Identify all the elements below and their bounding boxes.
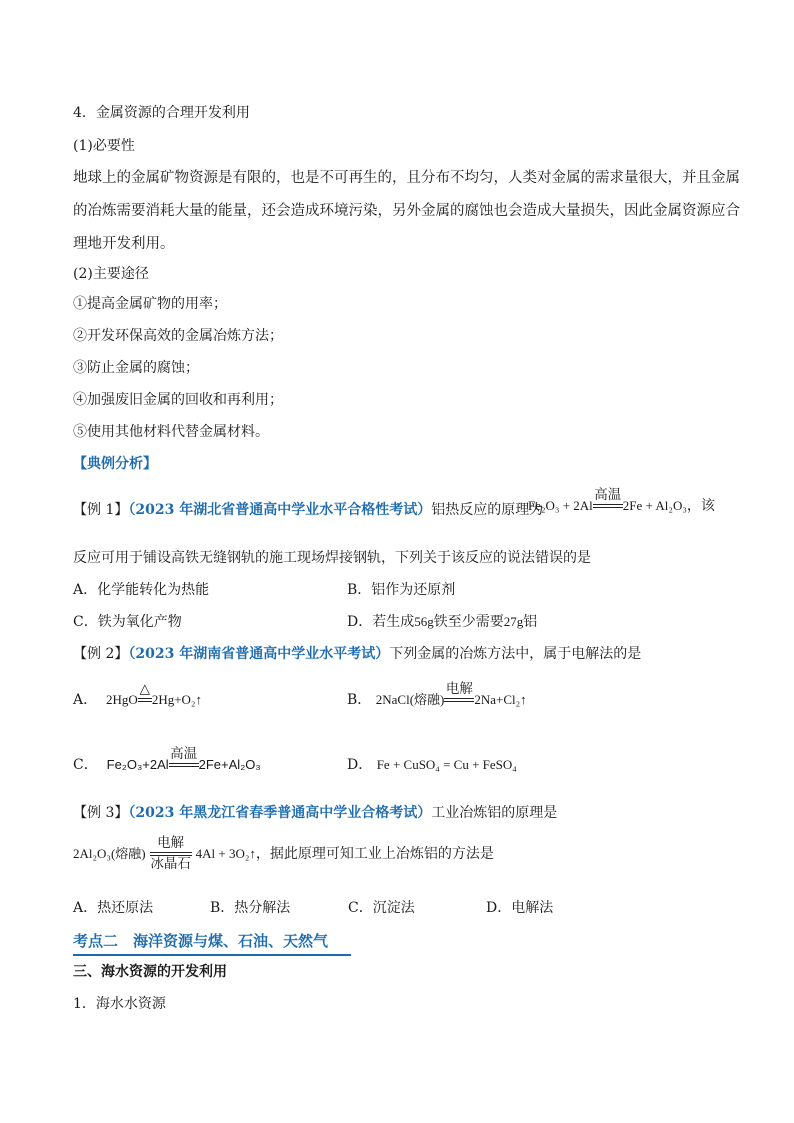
example-stem: 工业冶炼铝的原理是 [431,805,558,821]
equation-left: Fe₂O₃+2Al [106,757,169,772]
example-stem-tail: ，该 [686,498,715,514]
option-b: B．热分解法 [210,900,291,916]
example-source: （2023 年湖北省普通高中学业水平合格性考试） [128,502,432,518]
example-1-stem-line-2: 反应可用于铺设高铁无缝钢轨的施工现场焊接钢轨，下列关于该反应的说法错误的是 [73,550,591,566]
subsection-ways: (2)主要途径 [73,266,149,282]
list-item: ③防止金属的腐蚀； [73,360,199,376]
option-a: A．化学能转化为热能 [73,582,210,598]
option-text: D．若生成 [347,614,415,630]
option-d [347,755,517,775]
example-source: （2023 年黑龙江省春季普通高中学业合格考试） [128,805,432,821]
analysis-label: 【典例分析】 [73,456,157,472]
option-b [347,682,527,718]
subsection-necessity: (1)必要性 [73,138,135,154]
option-label: A． [73,692,98,708]
option-value: 56g [414,614,434,629]
equation-right: 2Fe + Al₂O₃ [622,498,687,513]
example-stem: 下列金属的冶炼方法中，属于电解法的是 [389,646,642,662]
section-heading: 三、海水资源的开发利用 [73,964,227,980]
example-3-equation [73,836,494,872]
example-2-stem [73,644,641,664]
list-item: ①提高金属矿物的用率； [73,296,227,312]
option-label: B． [347,692,372,708]
option-value: 27g [503,614,524,629]
paragraph-line-1: 地球上的金属矿物资源是有限的，也是不可再生的，且分布不均匀，人类对金属的需求量很大，并且金属 [73,170,740,186]
option-text: 铁至少需要 [433,614,504,630]
option-text: 铝 [523,614,538,630]
example-stem: 铝热反应的原理为 [431,502,544,518]
equation-condition: 电解 [157,835,185,851]
option-a [73,682,202,718]
example-tag: 【例 1】 [73,502,129,518]
section-title: 4．金属资源的合理开发利用 [73,105,250,121]
option-d [347,612,537,632]
option-d: D．电解法 [486,900,554,916]
equation-right: 2Na+Cl₂↑ [474,692,527,707]
paragraph-line-2: 的冶炼需要消耗大量的能量，还会造成环境污染，另外金属的腐蚀也会造成大量损失，因此金属资源应合 [73,203,740,219]
option-a: A．热还原法 [73,900,154,916]
example-1-equation [528,488,715,524]
example-1-stem [73,500,543,520]
example-tag: 【例 3】 [73,805,129,821]
option-c: C．铁为氧化产物 [73,614,182,630]
equation-left: 2HgO [106,692,138,707]
equation-left: 2NaCl(熔融) [375,692,445,707]
list-item: ④加强废旧金属的回收和再利用； [73,392,283,408]
equation-condition: 高温 [594,487,622,503]
equation-condition: △ [139,681,150,697]
equation-catalyst: 冰晶石 [150,856,191,872]
example-source: （2023 年湖南省普通高中学业水平考试） [128,646,390,662]
list-item: ⑤使用其他材料代替金属材料。 [73,424,269,440]
equation-left: Fe₂O₃ + 2Al [528,498,593,513]
option-label: C． [73,757,98,773]
equation-right: 2Hg+O₂↑ [151,692,202,707]
key-point-heading: 考点二 海洋资源与煤、石油、天然气 [73,930,351,956]
example-stem-tail: ，据此原理可知工业上冶炼铝的方法是 [255,846,494,862]
example-tag: 【例 2】 [73,646,129,662]
equation-condition: 高温 [170,746,198,762]
equation-condition: 电解 [445,681,473,697]
paragraph-line-3: 理地开发利用。 [73,236,175,252]
option-b: B．铝作为还原剂 [347,582,456,598]
equation: Fe + CuSO₄ = Cu + FeSO₄ [376,757,517,772]
list-item: ②开发环保高效的金属冶炼方法； [73,328,283,344]
equation-right: 2Fe+Al₂O₃ [198,757,261,772]
equation-left: 2Al₂O₃(熔融) [73,846,146,861]
option-label: D． [347,757,373,773]
equation-right: 4Al + 3O₂↑ [195,846,256,861]
option-c [73,747,261,783]
option-c: C．沉淀法 [348,900,415,916]
example-3-stem [73,803,557,823]
item-heading: 1．海水水资源 [73,996,166,1012]
